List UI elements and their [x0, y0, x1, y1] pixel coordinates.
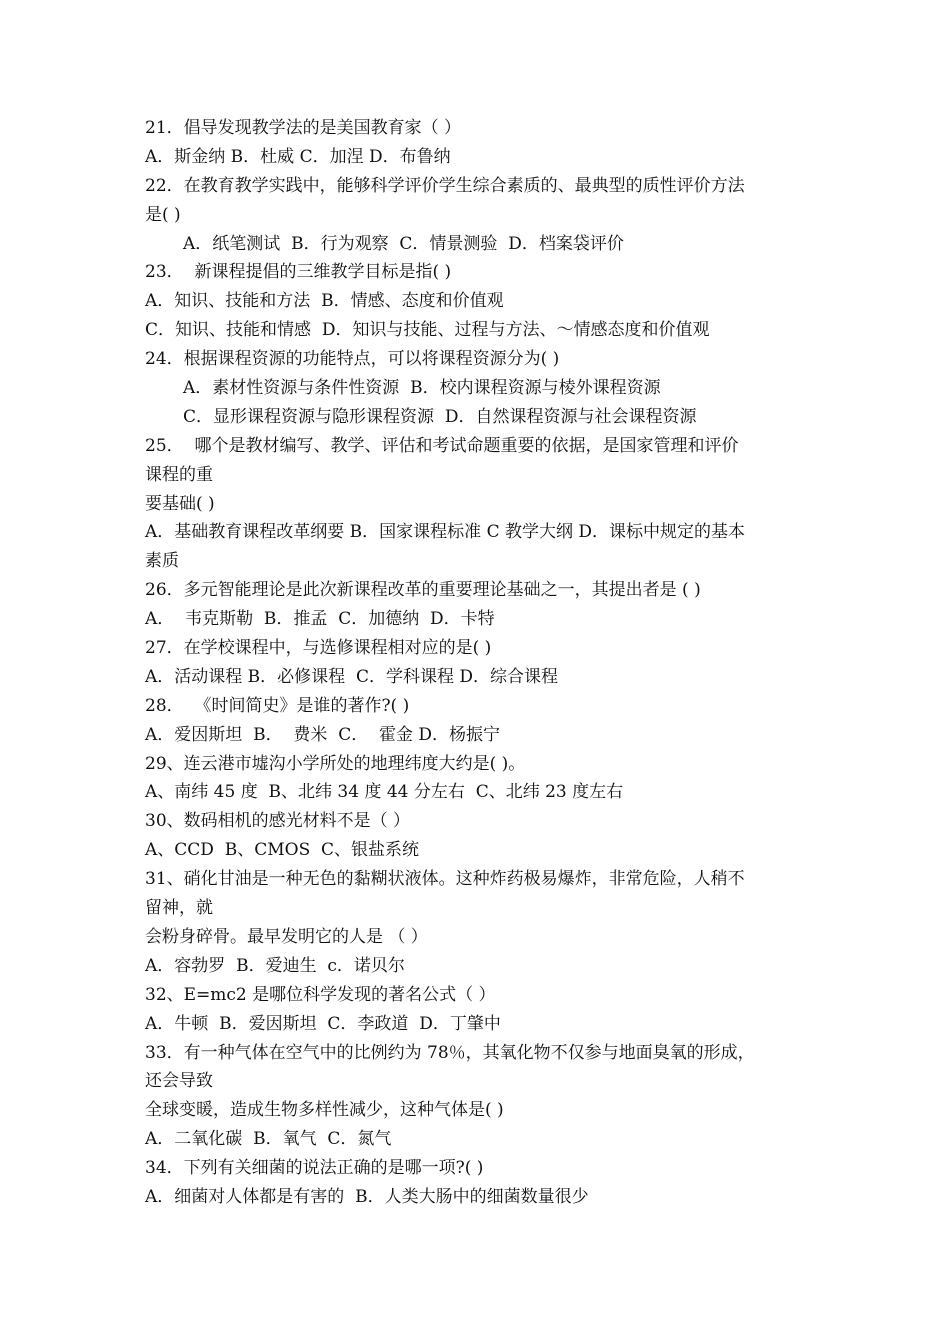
- text-line: 素质: [145, 551, 179, 572]
- text-line: 23． 新课程提倡的三维教学目标是指( ): [145, 262, 452, 283]
- text-line: A、南纬 45 度 B、北纬 34 度 44 分左右 C、北纬 23 度左右: [145, 782, 624, 803]
- text-line: 33．有一种气体在空气中的比例约为 78％，其氧化物不仅参与地面臭氧的形成，: [145, 1042, 755, 1063]
- text-line: 30、数码相机的感光材料不是（ ）: [145, 811, 411, 832]
- text-line: 会粉身碎骨。最早发明它的人是 （ ）: [145, 926, 428, 947]
- text-line: 22．在教育教学实践中，能够科学评价学生综合素质的、最典型的质性评价方法: [145, 175, 745, 196]
- text-line: 是( ): [145, 204, 181, 225]
- document-body: [145, 114, 810, 1212]
- text-line: A．二氧化碳 B．氧气 C．氮气: [145, 1129, 392, 1150]
- text-line: 25． 哪个是教材编写、教学、评估和考试命题重要的依据，是国家管理和评价: [145, 435, 739, 456]
- text-line: A．素材性资源与条件性资源 B．校内课程资源与棱外课程资源: [183, 378, 661, 399]
- text-line: A． 韦克斯勒 B．推孟 C．加德纳 D．卡特: [145, 609, 495, 630]
- text-line: A．纸笔测试 B．行为观察 C．情景测验 D．档案袋评价: [183, 233, 624, 254]
- text-line: A．牛顿 B．爱因斯坦 C．李政道 D．丁肇中: [145, 1013, 501, 1034]
- text-line: A．爱因斯坦 B． 费米 C． 霍金 D．杨振宁: [145, 724, 501, 745]
- text-line: 31、硝化甘油是一种无色的黏糊状液体。这种炸药极易爆炸，非常危险，人稍不: [145, 869, 745, 890]
- text-line: A．容勃罗 B．爱迪生 c．诺贝尔: [145, 955, 405, 976]
- text-line: 27．在学校课程中，与选修课程相对应的是( ): [145, 638, 492, 659]
- text-line: 29、连云港市墟沟小学所处的地理纬度大约是( )。: [145, 753, 526, 774]
- text-line: 课程的重: [145, 464, 213, 485]
- text-line: C．显形课程资源与隐形课程资源 D．自然课程资源与社会课程资源: [183, 406, 697, 427]
- text-line: A、CCD B、CMOS C、银盐系统: [145, 840, 420, 861]
- text-line: 32、E=mc2 是哪位科学发现的著名公式（ ）: [145, 984, 496, 1005]
- text-line: A．知识、技能和方法 B．情感、态度和价值观: [145, 291, 504, 312]
- text-line: 留神，就: [145, 898, 213, 919]
- text-line: 还会导致: [145, 1071, 213, 1092]
- text-line: 21．倡导发现教学法的是美国教育家（ ）: [145, 118, 462, 138]
- text-line: 全球变暖，造成生物多样性减少，这种气体是( ): [145, 1100, 504, 1121]
- text-line: 34．下列有关细菌的说法正确的是哪一项?( ): [145, 1158, 484, 1179]
- text-line: 26．多元智能理论是此次新课程改革的重要理论基础之一，其提出者是 ( ): [145, 580, 701, 601]
- text-line: C．知识、技能和情感 D．知识与技能、过程与方法、～情感态度和价值观: [145, 320, 710, 341]
- text-line: A．细菌对人体都是有害的 B．人类大肠中的细菌数量很少: [145, 1186, 589, 1207]
- text-line: A．活动课程 B．必修课程 C．学科课程 D．综合课程: [145, 666, 559, 687]
- text-line: A．基础教育课程改革纲要 B．国家课程标准 C 教学大纲 D．课标中规定的基本: [145, 522, 746, 543]
- text-line: 24．根据课程资源的功能特点，可以将课程资源分为( ): [145, 349, 560, 370]
- text-line: 要基础( ): [145, 493, 215, 514]
- text-line: A．斯金纳 B．杜威 C．加涅 D．布鲁纳: [145, 146, 451, 167]
- text-line: 28． 《时间简史》是谁的著作?( ): [145, 695, 410, 716]
